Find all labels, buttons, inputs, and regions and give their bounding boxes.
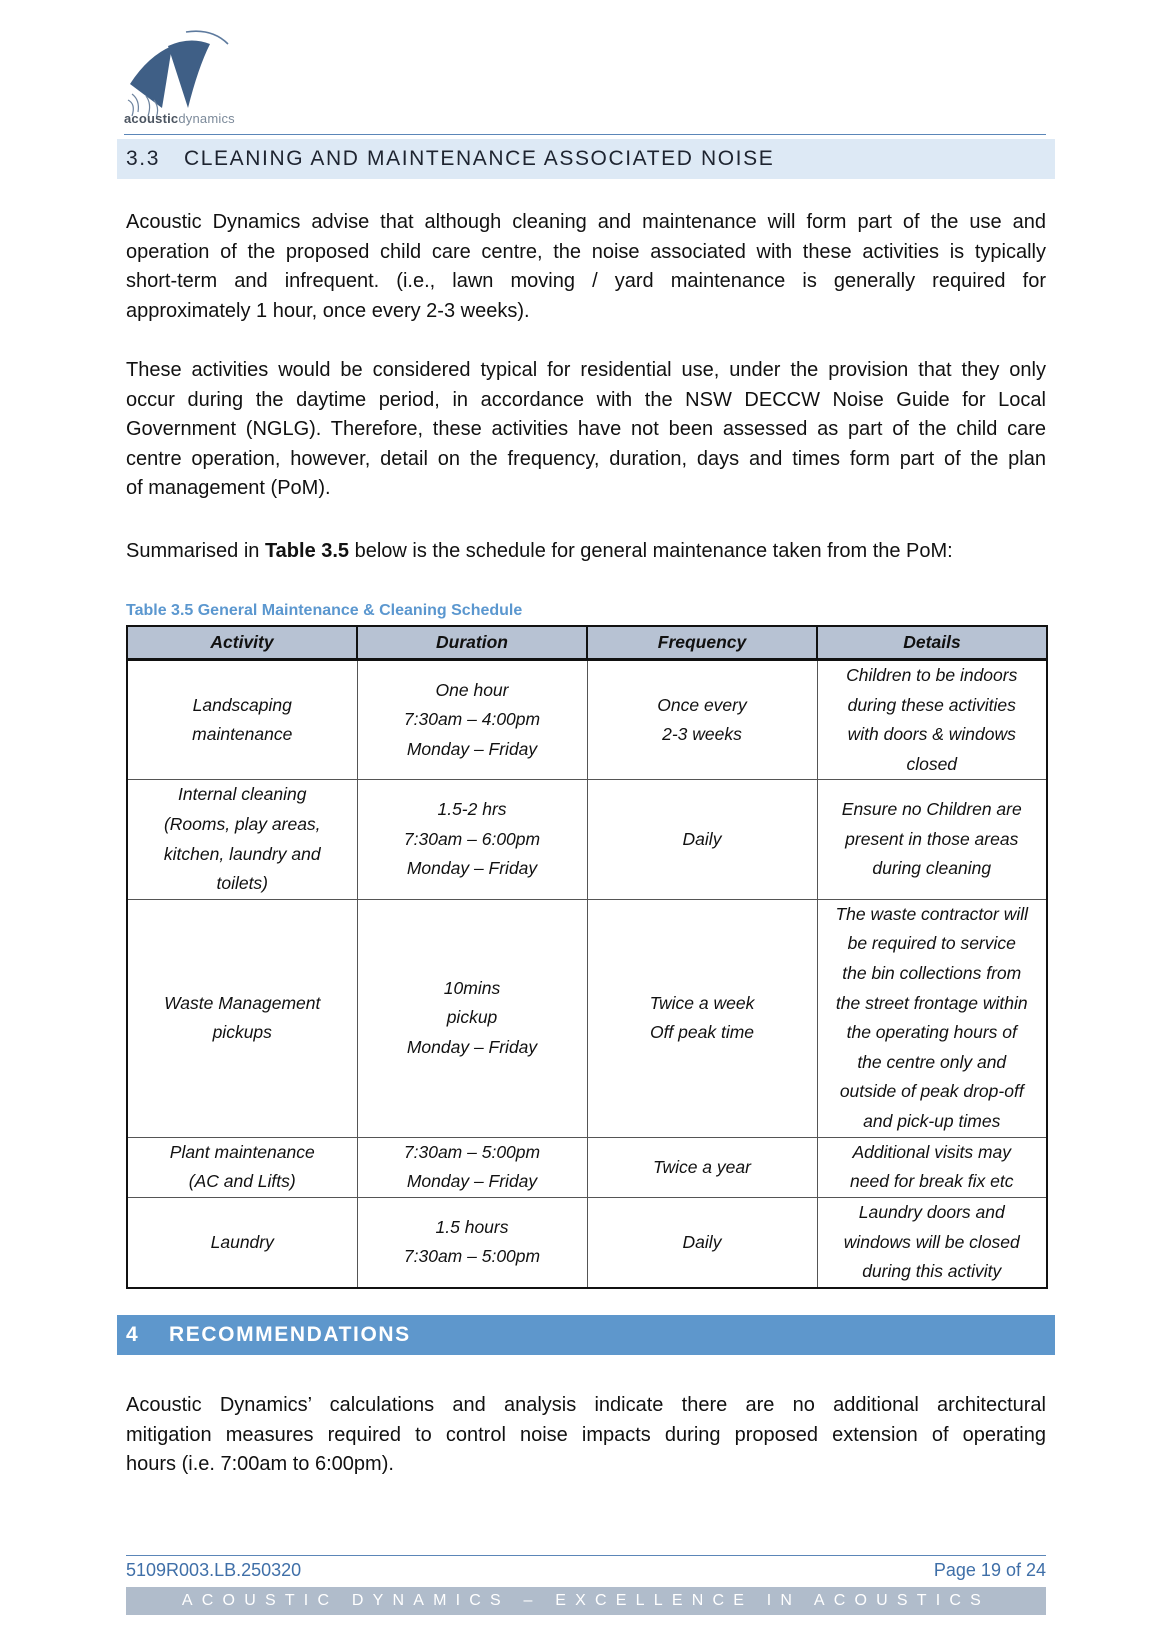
cell-details — [817, 660, 1047, 780]
cell-details — [817, 1137, 1047, 1197]
cell-line: Twice a year — [653, 1156, 751, 1177]
logo-wordmark: acousticdynamics — [124, 111, 235, 126]
cell-frequency — [587, 660, 817, 780]
paragraph-line: Acoustic Dynamics’ calculations and analysis indicate there are no additional architectural — [126, 1394, 1046, 1416]
header-rule — [124, 134, 1046, 135]
paragraph-line: operation of the proposed child care centre, the noise associated with these activities is typically — [126, 240, 1046, 263]
section-heading-4 — [117, 1315, 1055, 1355]
cell-activity — [127, 1197, 357, 1287]
cell-details — [817, 899, 1047, 1137]
cell-line: toilets) — [216, 873, 269, 894]
cell-line: Laundry — [210, 1231, 274, 1252]
table-reference: Table 3.5 — [264, 540, 350, 562]
cell-line: 1.5 hours — [435, 1216, 509, 1237]
cell-line: One hour — [435, 679, 509, 700]
cell-line: during these activities — [847, 694, 1016, 715]
cell-duration — [357, 660, 587, 780]
table-row — [127, 1197, 1047, 1287]
cell-line: closed — [906, 753, 958, 774]
cell-line: need for break fix etc — [850, 1171, 1014, 1192]
cell-line: and pick-up times — [863, 1111, 1001, 1132]
paragraph-line: Summarised in Table 3.5 below is the schedule for general maintenance taken from the PoM: — [126, 540, 953, 562]
cell-line: with doors & windows — [847, 724, 1016, 745]
cell-line: 7:30am – 6:00pm — [403, 828, 541, 849]
page-number: Page 19 of 24 — [933, 1560, 1046, 1580]
section-title: RECOMMENDATIONS — [169, 1323, 411, 1346]
cell-line: Monday – Friday — [406, 858, 538, 879]
cell-frequency — [587, 1197, 817, 1287]
table-header-row — [127, 626, 1047, 660]
paragraph-line: mitigation measures required to control noise impacts during proposed extension of operating — [126, 1423, 1046, 1446]
column-header-duration: Duration — [357, 626, 587, 660]
cell-line: the street frontage within — [835, 992, 1028, 1013]
paragraph-line: Government (NGLG). Therefore, these activities have not been assessed as part of the child care — [126, 418, 1046, 441]
section-number: 3.3 — [126, 147, 160, 170]
cell-line: Laundry doors and — [858, 1201, 1005, 1222]
paragraph-line: centre operation, however, detail on the frequency, duration, days and times form part of the plan — [126, 447, 1046, 470]
maintenance-schedule-table — [126, 625, 1048, 1289]
cell-line: windows will be closed — [843, 1231, 1020, 1252]
cell-line: (AC and Lifts) — [188, 1171, 296, 1192]
cell-line: 2-3 weeks — [662, 724, 742, 745]
cell-activity — [127, 660, 357, 780]
cell-line: the bin collections from — [842, 963, 1022, 984]
paragraph-line: Acoustic Dynamics advise that although cleaning and maintenance will form part of the use and — [126, 211, 1046, 233]
paragraph-line: short-term and infrequent. (i.e., lawn moving / yard maintenance is generally required for — [126, 270, 1046, 293]
cell-line: maintenance — [192, 724, 293, 745]
cell-line: Monday – Friday — [406, 738, 538, 759]
cell-line: the operating hours of — [846, 1022, 1017, 1043]
cell-line: Monday – Friday — [406, 1037, 538, 1058]
cell-line: Ensure no Children are — [841, 799, 1022, 820]
cell-activity — [127, 780, 357, 899]
cell-line: Once every — [657, 694, 747, 715]
cell-line: outside of peak drop-off — [839, 1081, 1024, 1102]
paragraph-cleaning-intro — [126, 208, 1046, 326]
cell-frequency — [587, 1137, 817, 1197]
cell-frequency — [587, 780, 817, 899]
cell-line: the centre only and — [857, 1051, 1007, 1072]
cell-line: (Rooms, play areas, — [163, 813, 321, 834]
cell-details — [817, 1197, 1047, 1287]
section-title: CLEANING AND MAINTENANCE ASSOCIATED NOISE — [184, 147, 775, 170]
document-reference: 5109R003.LB.250320 — [126, 1560, 302, 1580]
cell-line: 7:30am – 5:00pm — [403, 1141, 541, 1162]
column-header-details: Details — [817, 626, 1047, 660]
cell-duration — [357, 780, 587, 899]
paragraph-line: approximately 1 hour, once every 2-3 weeks). — [126, 299, 530, 322]
section-number: 4 — [126, 1323, 140, 1346]
cell-frequency — [587, 899, 817, 1137]
table-row — [127, 899, 1047, 1137]
paragraph-line: of management (PoM). — [126, 477, 331, 500]
paragraph-line: occur during the daytime period, in accordance with the NSW DECCW Noise Guide for Local — [126, 388, 1046, 411]
sail-logo-icon — [124, 22, 250, 117]
table-row — [127, 1137, 1047, 1197]
cell-line: Daily — [682, 1231, 722, 1252]
cell-line: Children to be indoors — [846, 665, 1018, 685]
cell-details — [817, 780, 1047, 899]
cell-line: 10mins — [443, 977, 501, 998]
cell-line: Twice a week — [649, 992, 755, 1013]
cell-line: pickup — [446, 1007, 498, 1028]
section-heading-3-3 — [117, 139, 1055, 179]
cell-line: pickups — [212, 1022, 272, 1043]
column-header-frequency: Frequency — [587, 626, 817, 660]
cell-line: Off peak time — [649, 1022, 755, 1043]
cell-line: Monday – Friday — [406, 1171, 538, 1192]
cell-duration — [357, 899, 587, 1137]
cell-line: be required to service — [847, 933, 1016, 954]
paragraph-residential-use — [126, 356, 1046, 504]
footer-rule — [126, 1555, 1046, 1556]
cell-line: Internal cleaning — [178, 784, 307, 805]
cell-line: present in those areas — [845, 828, 1019, 849]
cell-duration — [357, 1137, 587, 1197]
cell-line: during this activity — [862, 1261, 1002, 1282]
cell-line: 7:30am – 4:00pm — [403, 709, 541, 730]
table-row — [127, 660, 1047, 780]
paragraph-line: hours (i.e. 7:00am to 6:00pm). — [126, 1453, 394, 1476]
paragraph-line: These activities would be considered typical for residential use, under the provision that they only — [126, 359, 1046, 381]
cell-line: Daily — [682, 828, 722, 849]
paragraph-recommendations — [126, 1391, 1046, 1480]
cell-line: The waste contractor will — [835, 903, 1029, 924]
company-logo — [124, 22, 250, 132]
cell-activity — [127, 899, 357, 1137]
cell-activity — [127, 1137, 357, 1197]
cell-line: Waste Management — [164, 992, 321, 1013]
table-caption: Table 3.5 General Maintenance & Cleaning Schedule — [126, 602, 523, 619]
column-header-activity: Activity — [127, 626, 357, 660]
table-row — [127, 780, 1047, 899]
cell-line: Additional visits may — [852, 1141, 1012, 1162]
cell-line: during cleaning — [872, 858, 992, 879]
cell-line: 7:30am – 5:00pm — [403, 1246, 541, 1267]
cell-line: 1.5-2 hrs — [437, 799, 507, 820]
paragraph-summary — [126, 537, 1046, 567]
cell-line: kitchen, laundry and — [163, 843, 321, 864]
footer-tagline: ACOUSTIC DYNAMICS – EXCELLENCE IN ACOUSTICS — [126, 1587, 1046, 1615]
cell-line: Landscaping — [192, 694, 292, 715]
cell-line: Plant maintenance — [169, 1141, 315, 1162]
cell-duration — [357, 1197, 587, 1287]
